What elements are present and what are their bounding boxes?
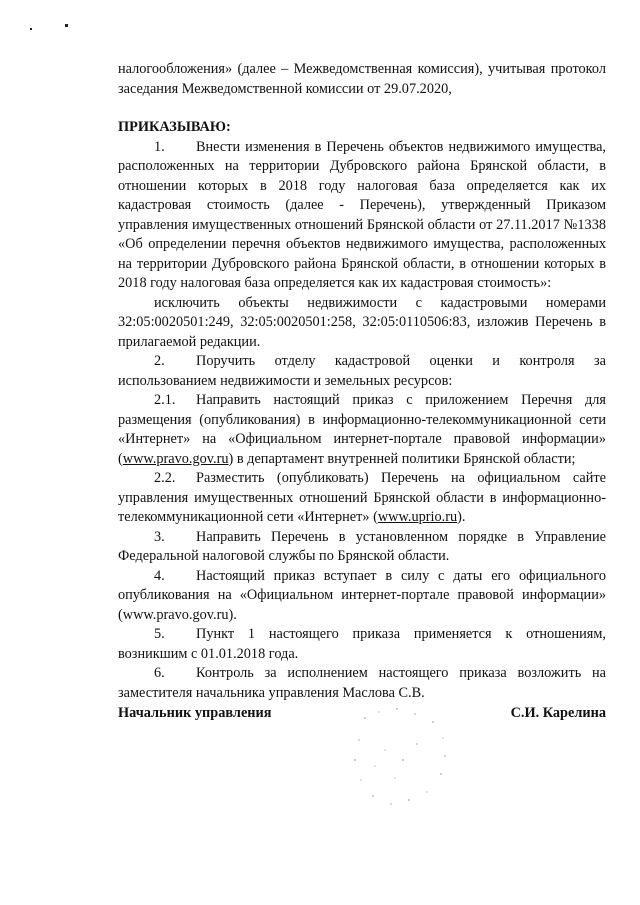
item-1-subparagraph: исключить объекты недвижимости с кадастровыми номерами 32:05:0020501:249, 32:05:0020501:258, 32:05:0110506:83, изложив Перечень в прилагаемой редакции. <box>118 294 606 350</box>
item-2-1-text-before: Направить настоящий приказ с приложением Перечня для размещения (опубликования) в информационно-телекоммуникационной сети «Интернет» на «Официальном интернет-портале правовой информации» ( <box>118 392 606 467</box>
signature-block <box>118 705 606 722</box>
item-2 <box>118 352 606 391</box>
item-5 <box>118 625 606 664</box>
item-3-text: Направить Перечень в установленном порядке в Управление Федеральной налоговой службы по Брянской области. <box>118 528 606 564</box>
signatory-position: Начальник управления <box>118 705 272 721</box>
item-2-text: Поручить отделу кадастровой оценки и контроля за использованием недвижимости и земельных ресурсов: <box>118 353 606 389</box>
intro-paragraph: налогообложения» (далее – Межведомственная комиссия), учитывая протокол заседания Межведомственной комиссии от 29.07.2020, <box>118 61 606 97</box>
document-body <box>118 60 606 703</box>
item-2-2-number: 2.2. <box>154 470 176 486</box>
item-4 <box>118 567 606 626</box>
item-5-number: 5. <box>154 626 165 642</box>
item-6-text: Контроль за исполнением настоящего приказа возложить на заместителя начальника управления Маслова С.В. <box>118 665 606 701</box>
item-2-2 <box>118 469 606 528</box>
signatory-name: С.И. Карелина <box>510 705 606 721</box>
item-2-number: 2. <box>154 353 165 369</box>
item-2-1 <box>118 391 606 469</box>
item-1 <box>118 138 606 294</box>
pravo-link[interactable]: www.pravo.gov.ru <box>122 450 229 467</box>
item-6 <box>118 664 606 703</box>
item-6-number: 6. <box>154 665 165 681</box>
item-1-number: 1. <box>154 138 165 155</box>
item-2-1-text-after: ) в департамент внутренней политики Брянской области; <box>228 450 576 467</box>
item-4-number: 4. <box>154 567 165 584</box>
order-heading: ПРИКАЗЫВАЮ: <box>118 119 231 135</box>
item-4-text: Настоящий приказ вступает в силу с даты его официального опубликования на «Официальном интернет-портале правовой информации» (www.pravo.gov.ru). <box>118 567 606 623</box>
item-1-text: Внести изменения в Перечень объектов недвижимого имущества, расположенных на территории Дубровского района Брянской области, в отношении которых в 2018 году налоговая база определяется как их кадастровая стоимость (далее - Перечень), утвержденный Приказом управления имущественных отношений Брянской области от 27.11.2017 №1338 «Об определении перечня объектов недвижимого имущества, расположенных на территории Дубровского района Брянской области, в отношении которых в 2018 году налоговая база определяется как их кадастровая стоимость»: <box>118 138 606 291</box>
uprio-link[interactable]: www.uprio.ru <box>377 509 458 525</box>
item-3-number: 3. <box>154 528 165 545</box>
item-2-2-text-after: ). <box>457 509 466 525</box>
item-3 <box>118 528 606 567</box>
item-5-text: Пункт 1 настоящего приказа применяется к отношениям, возникшим с 01.01.2018 года. <box>118 626 606 662</box>
item-2-2-text-before: Разместить (опубликовать) Перечень на официальном сайте управления имущественных отношений Брянской области в информационно-телекоммуникационной сети «Интернет» ( <box>118 470 606 525</box>
item-2-1-number: 2.1. <box>154 392 176 408</box>
